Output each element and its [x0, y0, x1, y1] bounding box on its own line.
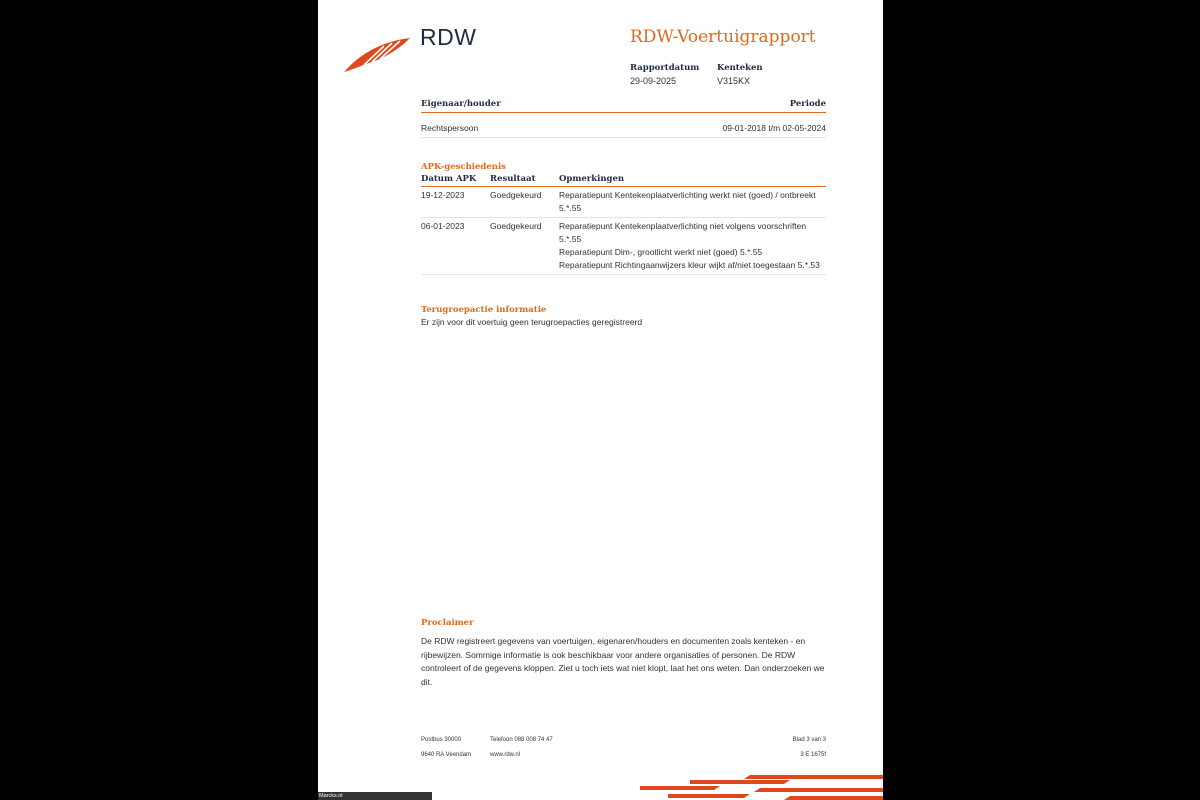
apk-date: 19-12-2023	[421, 187, 490, 218]
apk-remark: Reparatiepunt Kentekenplaatverlichting niet volgens voorschriften 5.*.55	[559, 221, 807, 244]
brand-name: RDW	[420, 24, 477, 50]
footer-web: www.rdw.nl	[490, 752, 521, 758]
apk-result: Goedgekeurd	[490, 218, 559, 275]
apk-remarks	[559, 187, 826, 218]
report-date-block	[630, 62, 699, 88]
owner-period: 09-01-2018 t/m 02-05-2024	[722, 123, 826, 133]
apk-date: 06-01-2023	[421, 218, 490, 275]
proclaimer-section	[421, 618, 826, 689]
owner-type: Rechtspersoon	[421, 123, 479, 133]
footer-city: 9640 RA Veendam	[421, 752, 472, 758]
table-row	[421, 218, 826, 275]
owner-header-row	[421, 99, 826, 113]
watermark-label: Marcks.nl	[318, 792, 432, 800]
apk-col-date: Datum APK	[421, 174, 490, 187]
report-page	[318, 0, 883, 800]
plate-label: Kenteken	[717, 63, 763, 73]
apk-table	[421, 174, 826, 275]
footer-stripes-decoration	[640, 772, 883, 800]
apk-heading: APK-geschiedenis	[421, 162, 506, 172]
footer-contact	[490, 733, 553, 763]
apk-col-remarks: Opmerkingen	[559, 174, 826, 187]
owner-column-header: Eigenaar/houder	[421, 99, 501, 109]
footer-page: Blad 3 van 3	[792, 737, 826, 743]
period-column-header: Periode	[789, 99, 826, 109]
report-date-label: Rapportdatum	[630, 63, 700, 73]
owner-row	[421, 113, 826, 138]
apk-remark: Reparatiepunt Richtingaanwijzers kleur wijkt af/niet toegestaan 5.*.53	[559, 260, 820, 270]
footer-page-info	[758, 733, 826, 763]
apk-col-result: Resultaat	[490, 174, 559, 187]
apk-remark: Reparatiepunt Dim-, grootlicht werkt niet (goed) 5.*.55	[559, 247, 763, 257]
recall-text: Er zijn voor dit voertuig geen terugroepacties geregistreerd	[421, 317, 643, 327]
footer-postbus: Postbus 30000	[421, 737, 462, 743]
apk-header-row	[421, 174, 826, 187]
recall-heading: Terugroepactie informatie	[421, 305, 547, 315]
recall-section	[421, 305, 826, 329]
apk-section	[421, 162, 826, 275]
plate-block	[717, 62, 763, 88]
proclaimer-text: De RDW registreert gegevens van voertuigen, eigenaren/houders en documenten zoals kenteken - en rijbewijzen. Sommige informatie is ook beschikbaar voor andere organisaties of personen. De RDW controleert of de gegevens kloppen. Ziet u toch iets wat niet klopt, laat het ons weten. Dan onderzoeken we dit.	[421, 636, 825, 687]
footer-address	[421, 733, 471, 763]
owner-section	[421, 99, 826, 138]
footer-code: 3 E 1675f	[800, 752, 826, 758]
table-row	[421, 187, 826, 218]
apk-remarks	[559, 218, 826, 275]
proclaimer-heading: Proclaimer	[421, 618, 474, 628]
report-date-value: 29-09-2025	[630, 76, 677, 86]
footer-phone: Telefoon 088 008 74 47	[490, 737, 553, 743]
apk-result: Goedgekeurd	[490, 187, 559, 218]
report-title: RDW-Voertuigrapport	[630, 27, 816, 47]
apk-remark: Reparatiepunt Kentekenplaatverlichting werkt niet (goed) / ontbreekt 5.*.55	[559, 190, 816, 213]
plate-value: V315KX	[717, 76, 751, 86]
rdw-logo-icon	[344, 34, 410, 72]
